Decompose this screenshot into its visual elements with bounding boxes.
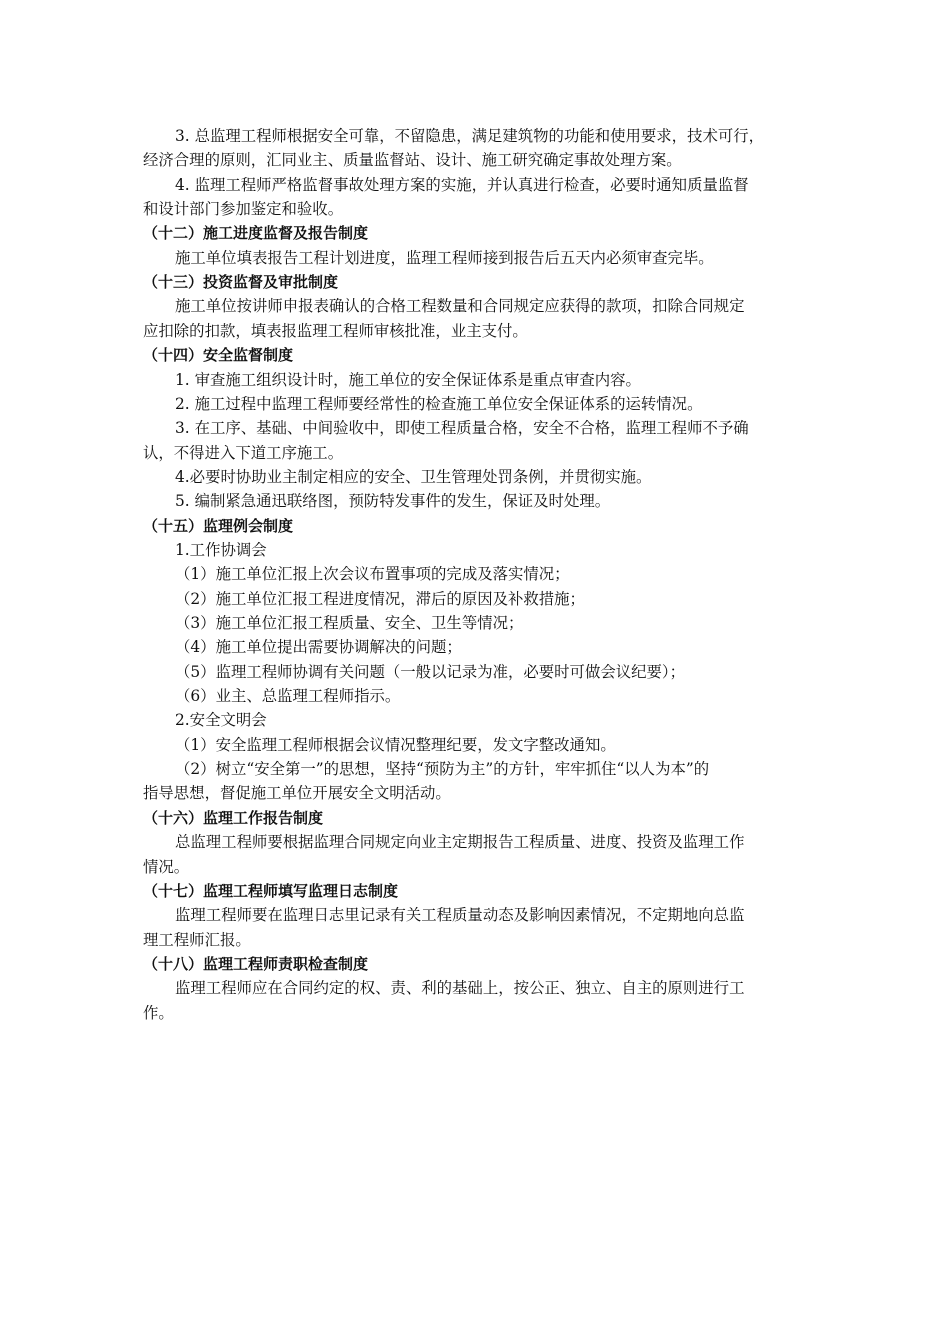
paragraph-line: 4. 监理工程师严格监督事故处理方案的实施，并认真进行检查，必要时通知质量监督 <box>175 175 749 194</box>
paragraph-line: （2）树立“安全第一”的思想，坚持“预防为主”的方针，牢牢抓住“以人为本”的 <box>175 760 710 779</box>
paragraph-line: 4.必要时协助业主制定相应的安全、卫生管理处罚条例，并贯彻实施。 <box>175 467 652 486</box>
paragraph-line: 1.工作协调会 <box>175 540 267 559</box>
paragraph-line: 3. 在工序、基础、中间验收中，即使工程质量合格，安全不合格，监理工程师不予确 <box>175 419 749 438</box>
section-heading: （十八）监理工程师责职检查制度 <box>143 954 369 973</box>
paragraph-continuation: 理工程师汇报。 <box>143 930 251 949</box>
paragraph-continuation: 认，不得进入下道工序施工。 <box>143 443 344 462</box>
paragraph-continuation: 经济合理的原则，汇同业主、质量监督站、设计、施工研究确定事故处理方案。 <box>143 151 682 170</box>
section-heading: （十六）监理工作报告制度 <box>143 808 324 827</box>
paragraph-line: 1. 审查施工组织设计时，施工单位的安全保证体系是重点审查内容。 <box>175 370 641 389</box>
section-heading: （十三）投资监督及审批制度 <box>143 273 339 292</box>
paragraph-continuation: 应扣除的扣款，填表报监理工程师审核批准，业主支付。 <box>143 321 528 340</box>
section-heading: （十七）监理工程师填写监理日志制度 <box>143 881 399 900</box>
paragraph-line: 施工单位按讲师申报表确认的合格工程数量和合同规定应获得的款项，扣除合同规定 <box>175 297 745 316</box>
paragraph-continuation: 作。 <box>143 1003 174 1022</box>
paragraph-line: （1）安全监理工程师根据会议情况整理纪要，发文字整改通知。 <box>175 735 616 754</box>
paragraph-line: 2.安全文明会 <box>175 711 267 730</box>
paragraph-line: （2）施工单位汇报工程进度情况，滞后的原因及补救措施； <box>175 589 585 608</box>
section-heading: （十五）监理例会制度 <box>143 516 294 535</box>
paragraph-continuation: 指导思想，督促施工单位开展安全文明活动。 <box>143 784 451 803</box>
paragraph-line: 3. 总监理工程师根据安全可靠，不留隐患，满足建筑物的功能和使用要求，技术可行， <box>175 127 765 145</box>
paragraph-line: （1）施工单位汇报上次会议布置事项的完成及落实情况； <box>175 565 570 584</box>
paragraph-line: 2. 施工过程中监理工程师要经常性的检查施工单位安全保证体系的运转情况。 <box>175 394 703 413</box>
paragraph-line: （4）施工单位提出需要协调解决的问题； <box>175 638 462 657</box>
paragraph-line: 施工单位填表报告工程计划进度，监理工程师接到报告后五天内必须审查完毕。 <box>175 248 714 267</box>
paragraph-line: 总监理工程师要根据监理合同规定向业主定期报告工程质量、进度、投资及监理工作 <box>175 833 745 852</box>
paragraph-continuation: 和设计部门参加鉴定和验收。 <box>143 200 344 219</box>
section-heading: （十二）施工进度监督及报告制度 <box>143 224 369 243</box>
paragraph-line: 监理工程师要在监理日志里记录有关工程质量动态及影响因素情况，不定期地向总监 <box>175 906 745 925</box>
paragraph-line: （5）监理工程师协调有关问题（一般以记录为准，必要时可做会议纪要）； <box>175 662 685 681</box>
paragraph-line: 监理工程师应在合同约定的权、责、利的基础上，按公正、独立、自主的原则进行工 <box>175 979 745 998</box>
paragraph-continuation: 情况。 <box>143 857 190 876</box>
paragraph-line: （6）业主、总监理工程师指示。 <box>175 687 401 706</box>
paragraph-line: 5. 编制紧急通迅联络图，预防特发事件的发生，保证及时处理。 <box>175 492 611 511</box>
paragraph-line: （3）施工单位汇报工程质量、安全、卫生等情况； <box>175 614 524 632</box>
section-heading: （十四）安全监督制度 <box>143 346 294 365</box>
